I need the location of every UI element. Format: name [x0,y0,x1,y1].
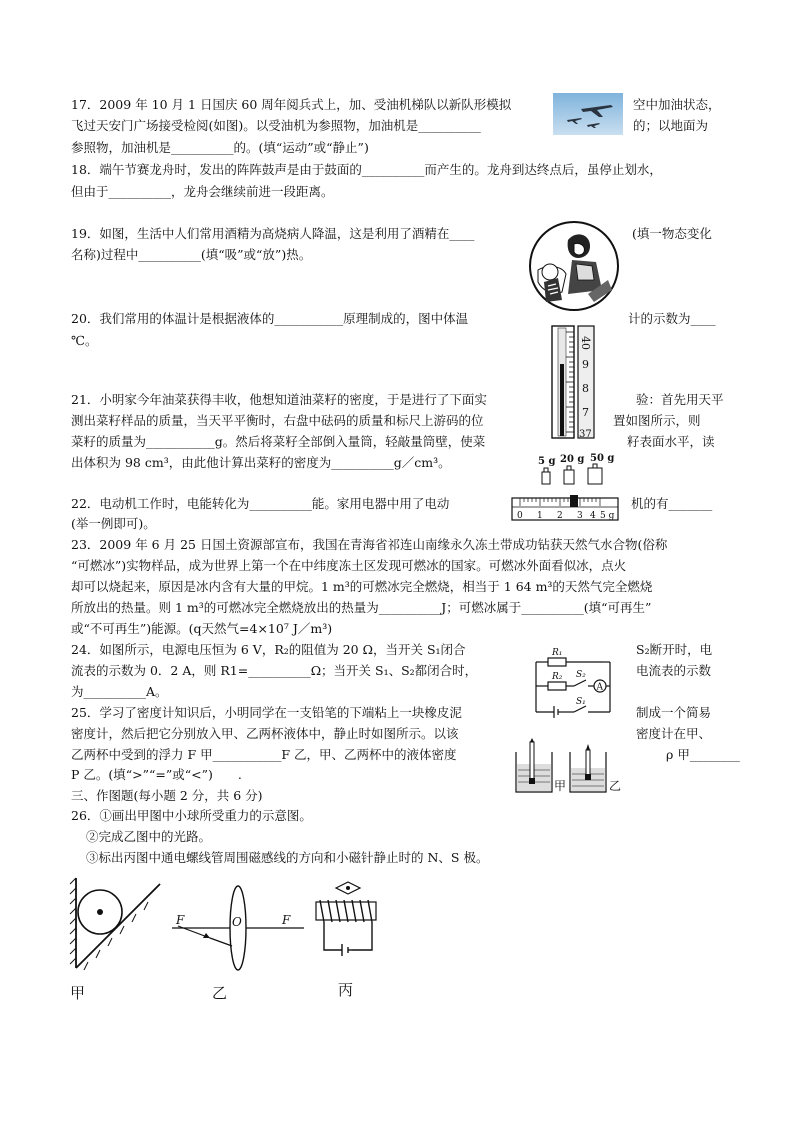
q24-line1-end: S₂断开时，电 [636,642,713,657]
q24-line1: 24．如图所示，电源电压恒为 6 V，R₂的阻值为 20 Ω，当开关 S₁闭合 [71,642,466,657]
weight-label: 20 g [560,454,585,465]
q26-line1: 26．①画出甲图中小球所受重力的示意图。 [71,808,312,823]
q25-line2: 密度计，然后把它分别放入甲、乙两杯液体中，静止时如图所示。以该 [71,726,459,741]
q21-line3: 菜籽的质量为___________g。然后将菜籽全部倒入量筒，轻敲量筒壁，使菜 [71,434,486,449]
q23-line1: 23．2009 年 6 月 25 日国土资源部宣布，我国在青海省祁连山南缘永久冻土带成功钻获天然气水合物(俗称 [71,537,668,552]
q20-line1: 20．我们常用的体温计是根据液体的___________原理制成的，图中体温 [71,311,469,326]
fig-label-jia: 甲 [70,984,86,1002]
cup-label: 甲 [554,779,567,793]
q25-line3-end: ρ 甲________ [666,747,740,762]
ball-on-incline-figure [66,874,166,977]
circuit-label: A [596,682,603,693]
thermometer-label: 40 [579,336,592,350]
thermometer-label: 8 [582,382,589,395]
scale-label: 1 [537,511,543,521]
q17-line3: 参照物，加油机是__________的。(填“运动”或“静止”) [71,140,369,155]
q18-line1: 18．端午节赛龙舟时，发出的阵阵鼓声是由于鼓面的__________而产生的。龙舟到达终点后，虽停止划水， [71,162,662,177]
weight-label: 5 g [538,456,556,467]
circuit-label: S₂ [576,670,586,680]
q19-line2: 名称)过程中__________(填“吸”或“放”)热。 [71,247,312,262]
balance-weights-figure [510,452,622,527]
q19-line1: 19．如图，生活中人们常用酒精为高烧病人降温，这是利用了酒精在____ [71,226,475,241]
weight-label: 50 g [590,453,615,464]
focus-label: F [282,913,291,927]
q25-line4: P 乙。(填“>”“=”或“<”) . [71,767,242,782]
q25-line2-end: 密度计在甲、 [636,726,712,741]
q20-line1-end: 计的示数为____ [628,311,716,326]
q20-line2: ℃。 [71,333,98,348]
scale-label: 4 [590,511,596,521]
solenoid-figure [310,880,386,967]
q18-line2: 但由于__________，龙舟会继续前进一段距离。 [71,184,334,199]
focus-label: F [176,913,185,927]
section-heading: 三、作图题(每小题 2 分，共 6 分) [71,788,263,803]
thermometer-label: 37 [579,429,592,440]
q19-line1-end: (填一物态变化 [632,226,712,241]
q23-line5: 或“不可再生”)能源。(q天然气=4×10⁷ J／m³) [71,621,333,636]
circuit-label: S₁ [576,697,586,707]
q22-line2: (举一例即可)。 [71,516,156,531]
thermometer-label: 9 [582,358,589,371]
q25-line1-end: 制成一个简易 [636,705,712,720]
q21-line2: 测出菜籽样品的质量，当天平平衡时，右盘中砝码的质量和标尺上游码的位 [71,413,484,428]
q22-line1: 22．电动机工作时，电能转化为__________能。家用电器中用了电动 [71,496,450,511]
q23-line2: “可燃冰”)实物样品，成为世界上第一个在中纬度冻土区发现可燃冰的国家。可燃冰外面看似冰，点火 [71,558,627,573]
q23-line3: 却可以烧起来，原因是冰内含有大量的甲烷。1 m³的可燃冰完全燃烧，相当于 1 64 m³的天然气完全燃烧 [71,579,653,594]
q21-line2-end: 置如图所示，则 [613,413,701,428]
circuit-label: R₁ [552,648,563,658]
scale-label: 5 g [600,511,615,521]
q17-line1-end: 空中加油状态， [633,97,721,112]
q17-line2: 飞过天安门广场接受检阅(如图)。以受油机为参照物，加油机是__________ [71,118,481,133]
q22-line1-end: 机的有_______ [631,496,713,511]
lens-figure [168,882,308,975]
q24-line2: 流表的示数为 0．2 A，则 R1=__________Ω；当开关 S₁、S₂都闭合时， [71,663,478,678]
density-meter-figure [510,738,628,799]
thermometer-figure [548,324,612,445]
scale-label: 0 [517,511,523,521]
q21-line1-end: 验：首先用天平 [636,392,724,407]
q25-line3: 乙两杯中受到的浮力 F 甲___________F 乙，甲、乙两杯中的液体密度 [71,747,457,762]
scale-label: 2 [557,511,563,521]
q25-line1: 25．学习了密度计知识后，小明同学在一支铅笔的下端粘上一块橡皮泥 [71,705,462,720]
thermometer-label: 7 [582,406,589,419]
q17-line1: 17．2009 年 10 月 1 日国庆 60 周年阅兵式上，加、受油机梯队以新队形模拟 [71,97,512,112]
scale-label: 3 [577,511,583,521]
refueling-aircraft-photo [553,93,623,138]
circuit-diagram [530,644,612,723]
q23-line4: 所放出的热量。则 1 m³的可燃冰完全燃烧放出的热量为__________J；可燃冰属于__________(填“可再生” [71,600,652,615]
fig-label-bing: 丙 [338,981,354,999]
q26-line3: ③标出丙图中通电螺线管周围磁感线的方向和小磁针静止时的 N、S 极。 [86,850,489,865]
q21-line1: 21．小明家今年油菜获得丰收，他想知道油菜籽的密度，于是进行了下面实 [71,392,487,407]
optical-center-label: O [232,915,242,929]
q26-line2: ②完成乙图中的光路。 [86,829,212,844]
alcohol-cooling-illustration [528,220,620,315]
q24-line3: 为__________A。 [71,684,168,699]
q17-line2-end: 的；以地面为 [633,118,709,133]
q21-line3-end: 籽表面水平，读 [627,434,715,449]
circuit-label: R₂ [552,672,563,682]
cup-label: 乙 [609,779,622,793]
fig-label-yi: 乙 [212,984,228,1002]
q21-line4: 出体积为 98 cm³，由此他计算出菜籽的密度为__________g／cm³。 [71,455,451,470]
q24-line2-end: 电流表的示数 [636,663,712,678]
